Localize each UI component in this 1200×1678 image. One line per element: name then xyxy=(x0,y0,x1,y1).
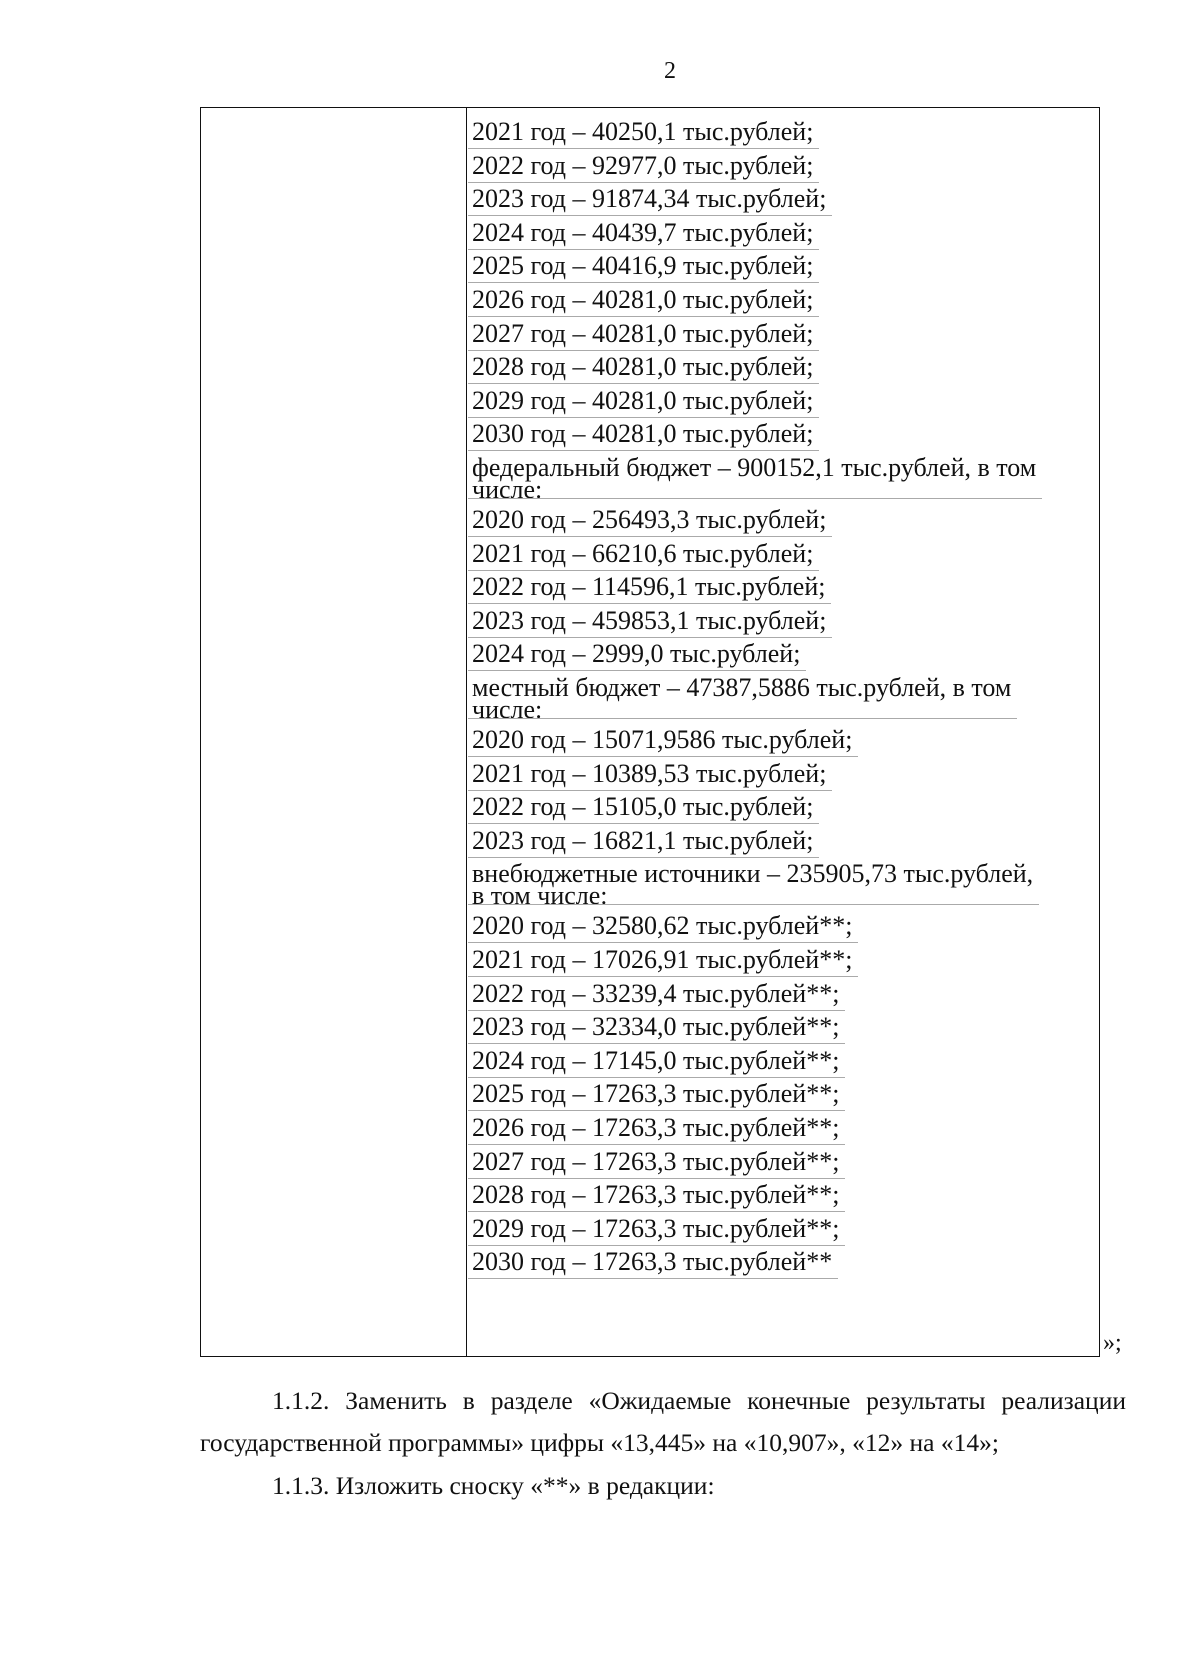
table-line: 2021 год – 40250,1 тыс.рублей; xyxy=(472,115,813,149)
table-line: 2022 год – 15105,0 тыс.рублей; xyxy=(472,790,813,824)
table-line: 2023 год – 32334,0 тыс.рублей**; xyxy=(472,1010,839,1044)
table-line: 2030 год – 40281,0 тыс.рублей; xyxy=(472,417,813,451)
table-line: 2029 год – 40281,0 тыс.рублей; xyxy=(472,384,813,418)
table-line: 2028 год – 40281,0 тыс.рублей; xyxy=(472,350,813,384)
table-line: внебюджетные источники – 235905,73 тыс.рублей, в том числе: xyxy=(472,857,1033,905)
paragraph-1-1-2: 1.1.2. Заменить в разделе «Ожидаемые конечные результаты реализации государственной программы» цифры «13,445» на «10,907», «12» на «14»; xyxy=(200,1386,1126,1457)
table-line: 2021 год – 10389,53 тыс.рублей; xyxy=(472,757,826,791)
table-line: 2023 год – 459853,1 тыс.рублей; xyxy=(472,604,826,638)
table-line: местный бюджет – 47387,5886 тыс.рублей, в том числе: xyxy=(472,671,1011,719)
table-line: 2021 год – 66210,6 тыс.рублей; xyxy=(472,537,813,571)
table-line: 2026 год – 40281,0 тыс.рублей; xyxy=(472,283,813,317)
table-line: 2020 год – 32580,62 тыс.рублей**; xyxy=(472,909,852,943)
paragraph-1-1-3: 1.1.3. Изложить сноску «**» в редакции: xyxy=(272,1471,715,1500)
table-line: 2022 год – 114596,1 тыс.рублей; xyxy=(472,570,825,604)
table-line: 2025 год – 40416,9 тыс.рублей; xyxy=(472,249,813,283)
table-line: 2024 год – 40439,7 тыс.рублей; xyxy=(472,216,813,250)
table-line: 2026 год – 17263,3 тыс.рублей**; xyxy=(472,1111,839,1145)
table-column-divider xyxy=(466,107,467,1357)
table-line: 2028 год – 17263,3 тыс.рублей**; xyxy=(472,1178,839,1212)
table-line: 2025 год – 17263,3 тыс.рублей**; xyxy=(472,1077,839,1111)
table-line: 2029 год – 17263,3 тыс.рублей**; xyxy=(472,1212,839,1246)
table-line: 2020 год – 256493,3 тыс.рублей; xyxy=(472,503,826,537)
table-line: 2021 год – 17026,91 тыс.рублей**; xyxy=(472,943,852,977)
table-line: 2022 год – 33239,4 тыс.рублей**; xyxy=(472,977,839,1011)
table-line: 2022 год – 92977,0 тыс.рублей; xyxy=(472,149,813,183)
table-line: 2027 год – 40281,0 тыс.рублей; xyxy=(472,317,813,351)
table-line: 2027 год – 17263,3 тыс.рублей**; xyxy=(472,1145,839,1179)
table-line: 2023 год – 91874,34 тыс.рублей; xyxy=(472,182,826,216)
table-line: 2030 год – 17263,3 тыс.рублей** xyxy=(472,1245,832,1279)
table-closing-quote: »; xyxy=(1103,1330,1122,1356)
page-number: 2 xyxy=(664,58,676,84)
table-line: 2023 год – 16821,1 тыс.рублей; xyxy=(472,824,813,858)
table-line: 2024 год – 17145,0 тыс.рублей**; xyxy=(472,1044,839,1078)
table-line: 2024 год – 2999,0 тыс.рублей; xyxy=(472,637,800,671)
table-line: 2020 год – 15071,9586 тыс.рублей; xyxy=(472,723,852,757)
table-line: федеральный бюджет – 900152,1 тыс.рублей, в том числе: xyxy=(472,451,1036,499)
